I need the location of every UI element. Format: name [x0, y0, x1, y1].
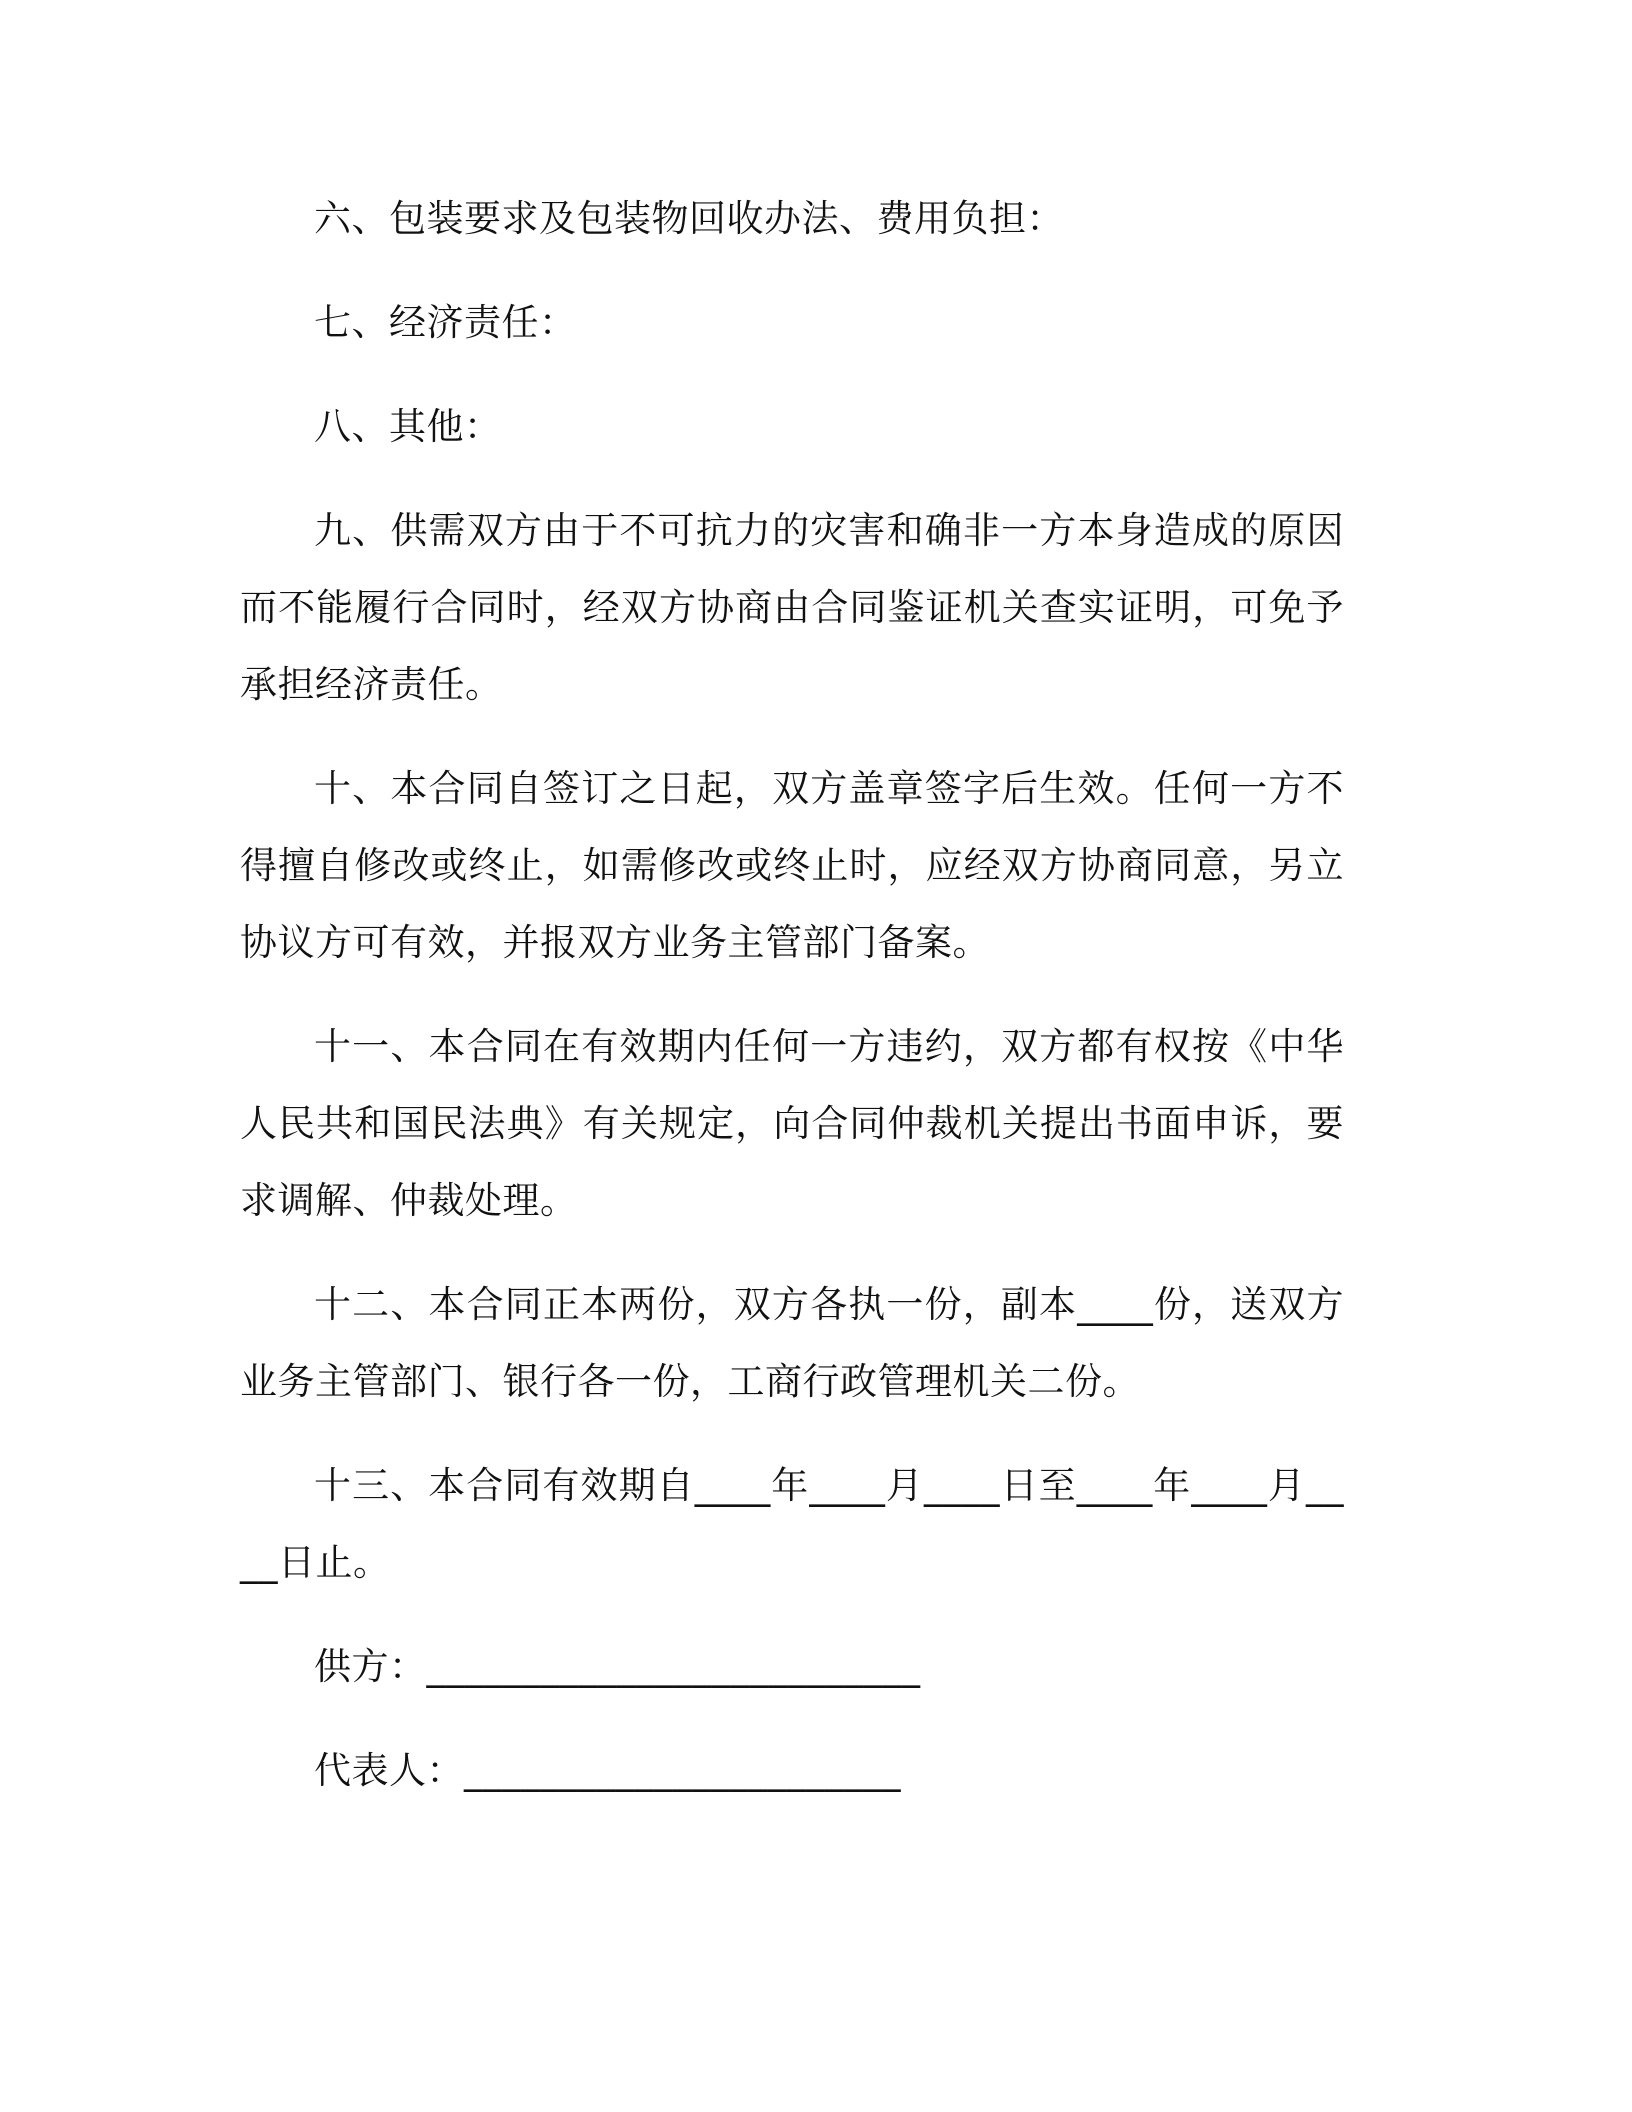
clause-seven-liability: 七、经济责任： [314, 301, 577, 344]
representative-signature-line: 代表人：_______________________ [314, 1749, 901, 1792]
clause-six-packaging: 六、包装要求及包装物回收办法、费用负担： [314, 197, 1064, 240]
clause-thirteen-validity-period: 十三、本合同有效期自____年____月____日至____年____月____日止。 [240, 1464, 1344, 1584]
clause-twelve-copies: 十二、本合同正本两份，双方各执一份，副本____份，送双方业务主管部门、银行各一份，工商行政管理机关二份。 [240, 1283, 1344, 1403]
clause-nine-force-majeure: 九、供需双方由于不可抗力的灾害和确非一方本身造成的原因而不能履行合同时，经双方协商由合同鉴证机关查实证明，可免予承担经济责任。 [240, 509, 1344, 706]
supplier-signature-line: 供方：__________________________ [314, 1645, 921, 1688]
clause-eleven-breach: 十一、本合同在有效期内任何一方违约，双方都有权按《中华人民共和国民法典》有关规定，向合同仲裁机关提出书面申诉，要求调解、仲裁处理。 [240, 1025, 1344, 1222]
clause-ten-effectiveness: 十、本合同自签订之日起，双方盖章签字后生效。任何一方不得擅自修改或终止，如需修改或终止时，应经双方协商同意，另立协议方可有效，并报双方业务主管部门备案。 [240, 767, 1344, 964]
clause-eight-other: 八、其他： [314, 405, 502, 448]
